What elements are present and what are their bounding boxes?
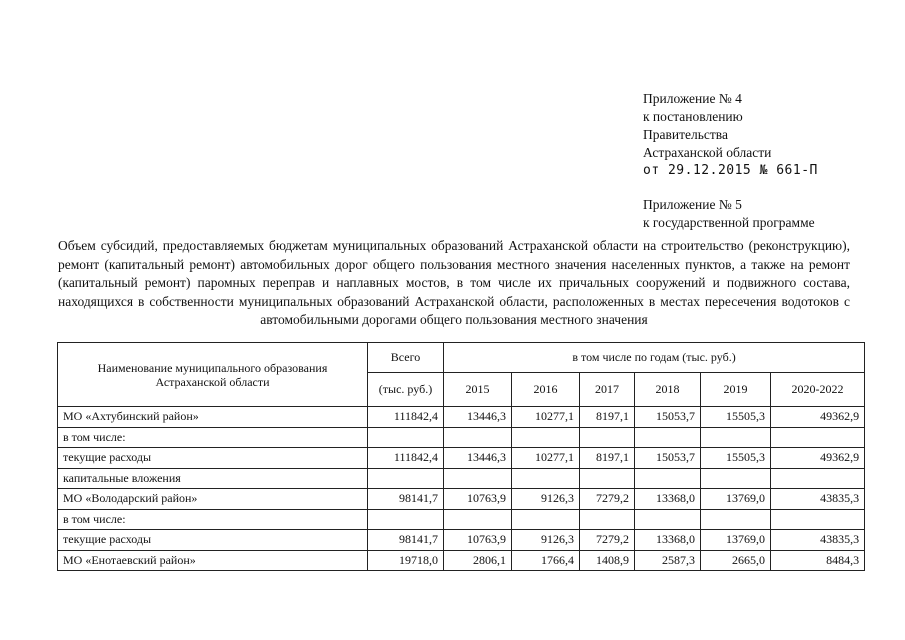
row-year-cell: 2587,3 [635, 550, 701, 571]
row-year-cell: 10277,1 [512, 448, 580, 469]
row-total-cell [368, 468, 444, 489]
column-header-year: 2019 [701, 373, 771, 407]
row-year-cell: 13368,0 [635, 530, 701, 551]
row-year-cell: 2806,1 [444, 550, 512, 571]
row-total-cell: 98141,7 [368, 489, 444, 510]
table-row [58, 427, 865, 448]
row-name-cell: МО «Володарский район» [58, 489, 368, 510]
row-year-cell: 43835,3 [771, 530, 865, 551]
row-year-cell: 9126,3 [512, 489, 580, 510]
column-header-municipality: Наименование муниципального образования Астраханской области [58, 343, 368, 407]
row-year-cell: 1408,9 [580, 550, 635, 571]
row-total-cell: 19718,0 [368, 550, 444, 571]
table-row [58, 509, 865, 530]
row-year-cell [771, 468, 865, 489]
subsidy-table [57, 342, 865, 571]
row-year-cell: 7279,2 [580, 489, 635, 510]
row-year-cell: 15053,7 [635, 407, 701, 428]
table-body [58, 407, 865, 571]
row-year-cell: 49362,9 [771, 407, 865, 428]
row-name-cell: текущие расходы [58, 448, 368, 469]
row-year-cell [444, 509, 512, 530]
row-year-cell [580, 427, 635, 448]
row-total-cell: 111842,4 [368, 448, 444, 469]
row-year-cell: 8197,1 [580, 407, 635, 428]
row-year-cell [444, 427, 512, 448]
row-year-cell: 8484,3 [771, 550, 865, 571]
row-year-cell: 9126,3 [512, 530, 580, 551]
row-total-cell: 111842,4 [368, 407, 444, 428]
appendix-line: Астраханской области [643, 145, 772, 160]
column-header-total-unit: (тыс. руб.) [368, 373, 444, 407]
row-year-cell [771, 427, 865, 448]
appendix-line: Приложение № 5 [643, 197, 742, 212]
table-row [58, 448, 865, 469]
row-name-cell: МО «Ахтубинский район» [58, 407, 368, 428]
column-header-year: 2020-2022 [771, 373, 865, 407]
row-year-cell: 49362,9 [771, 448, 865, 469]
row-year-cell [512, 427, 580, 448]
row-year-cell: 10277,1 [512, 407, 580, 428]
table-row [58, 489, 865, 510]
column-header-year: 2015 [444, 373, 512, 407]
row-year-cell: 10763,9 [444, 530, 512, 551]
row-total-cell [368, 509, 444, 530]
row-year-cell [701, 427, 771, 448]
appendix-line: Правительства [643, 127, 728, 142]
row-total-cell: 98141,7 [368, 530, 444, 551]
row-name-cell: в том числе: [58, 427, 368, 448]
row-year-cell: 13446,3 [444, 448, 512, 469]
appendix-line: к постановлению [643, 109, 743, 124]
row-year-cell: 7279,2 [580, 530, 635, 551]
row-name-cell: текущие расходы [58, 530, 368, 551]
column-header-year: 2016 [512, 373, 580, 407]
row-year-cell [444, 468, 512, 489]
row-year-cell: 13368,0 [635, 489, 701, 510]
row-year-cell [635, 427, 701, 448]
column-header-year: 2018 [635, 373, 701, 407]
resolution-date-number: от 29.12.2015 № 661-П [643, 163, 818, 178]
row-year-cell [635, 468, 701, 489]
column-header-years-group: в том числе по годам (тыс. руб.) [444, 343, 865, 373]
table-row [58, 468, 865, 489]
column-header-year: 2017 [580, 373, 635, 407]
row-year-cell: 15505,3 [701, 448, 771, 469]
row-year-cell [635, 509, 701, 530]
table-row [58, 407, 865, 428]
row-year-cell: 43835,3 [771, 489, 865, 510]
row-year-cell: 13446,3 [444, 407, 512, 428]
table-row [58, 550, 865, 571]
row-year-cell: 1766,4 [512, 550, 580, 571]
row-year-cell: 13769,0 [701, 489, 771, 510]
row-year-cell [701, 509, 771, 530]
row-name-cell: МО «Енотаевский район» [58, 550, 368, 571]
column-header-total: Всего [368, 343, 444, 373]
row-year-cell [512, 468, 580, 489]
row-total-cell [368, 427, 444, 448]
row-year-cell: 2665,0 [701, 550, 771, 571]
row-name-cell: капитальные вложения [58, 468, 368, 489]
row-year-cell: 15053,7 [635, 448, 701, 469]
row-year-cell [701, 468, 771, 489]
document-title: Объем субсидий, предоставляемых бюджетам муниципальных образований Астраханской области на строительство (реконструкцию), ремонт (капитальный ремонт) автомобильных дорог общего пользования местного значения населенных пунктов, а также на ремонт (капитальный ремонт) паромных переправ и наплавных мостов, в том числе их причальных сооружений и подвижного состава, находящихся в собственности муниципальных образований Астраханской области, расположенных в местах пересечения водотоков с автомобильными дорогами общего пользования местного значения [58, 238, 850, 327]
row-year-cell [580, 509, 635, 530]
row-name-cell: в том числе: [58, 509, 368, 530]
row-year-cell: 8197,1 [580, 448, 635, 469]
appendix-line: Приложение № 4 [643, 91, 742, 106]
row-year-cell [580, 468, 635, 489]
row-year-cell: 15505,3 [701, 407, 771, 428]
row-year-cell: 10763,9 [444, 489, 512, 510]
row-year-cell: 13769,0 [701, 530, 771, 551]
row-year-cell [512, 509, 580, 530]
appendix-line: к государственной программе [643, 215, 815, 230]
appendix-header [643, 90, 818, 232]
row-year-cell [771, 509, 865, 530]
table-row [58, 530, 865, 551]
